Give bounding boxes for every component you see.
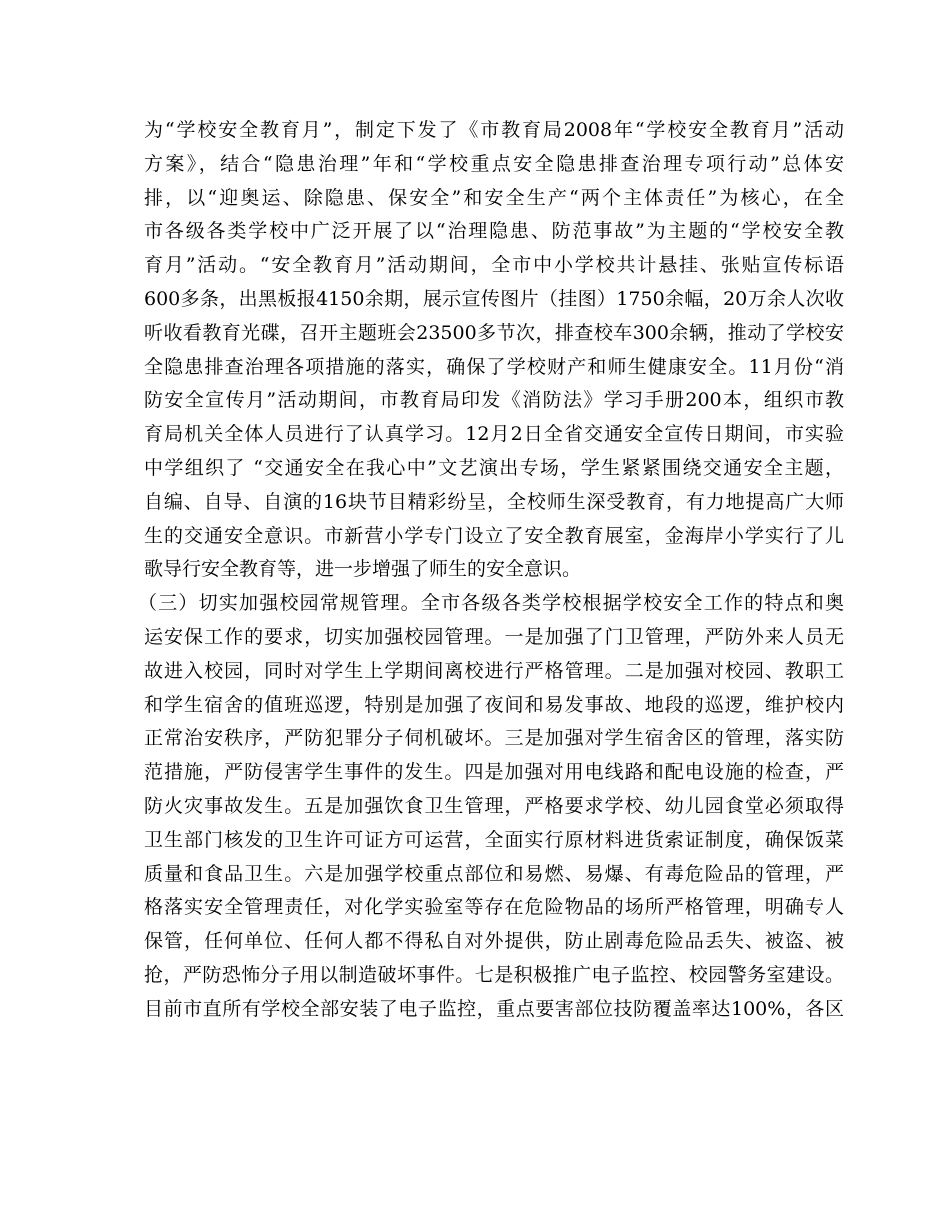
text-line-23: 质量和食品卫生。六是加强学校重点部位和易燃、易爆、有毒危险品的管理，严 [144, 862, 844, 885]
text-line-27: 目前市直所有学校全部安装了电子监控，重点要害部位技防覆盖率达100%，各区 [144, 997, 844, 1020]
text-line-21: 防火灾事故发生。五是加强饮食卫生管理，严格要求学校、幼儿园食堂必须取得 [144, 794, 844, 817]
text-line-4: 市各级各类学校中广泛开展了以“治理隐患、防范事故”为主题的“学校安全教 [144, 220, 844, 243]
text-line-5: 育月”活动。“安全教育月”活动期间，全市中小学校共计悬挂、张贴宣传标语 [144, 254, 844, 277]
document-body [138, 114, 844, 1027]
text-line-6: 600多条，出黑板报4150余期，展示宣传图片（挂图）1750余幅，20万余人次收 [144, 287, 844, 310]
text-line-16: 运安保工作的要求，切实加强校园管理。一是加强了门卫管理，严防外来人员无 [144, 625, 844, 648]
text-line-24: 格落实安全管理责任，对化学实验室等存在危险物品的场所严格管理，明确专人 [144, 896, 844, 919]
text-line-2: 方案》，结合“隐患治理”年和“学校重点安全隐患排查治理专项行动”总体安 [144, 152, 844, 175]
text-line-19: 正常治安秩序，严防犯罪分子伺机破坏。三是加强对学生宿舍区的管理，落实防 [144, 727, 844, 750]
text-line-1: 为“学校安全教育月”，制定下发了《市教育局2008年“学校安全教育月”活动 [144, 119, 844, 141]
text-line-11: 中学组织了 “交通安全在我心中”文艺演出专场，学生紧紧围绕交通安全主题， [144, 456, 844, 479]
text-line-22: 卫生部门核发的卫生许可证方可运营，全面实行原材料进货索证制度，确保饭菜 [144, 828, 844, 851]
text-line-18: 和学生宿舍的值班巡逻，特别是加强了夜间和易发事故、地段的巡逻，维护校内 [144, 693, 844, 716]
text-line-14: 歌导行安全教育等，进一步增强了师生的安全意识。 [144, 558, 582, 581]
text-line-9: 防安全宣传月”活动期间，市教育局印发《消防法》学习手册200本，组织市教 [144, 389, 844, 412]
text-line-20: 范措施，严防侵害学生事件的发生。四是加强对用电线路和配电设施的检查，严 [144, 761, 844, 784]
text-line-17: 故进入校园，同时对学生上学期间离校进行严格管理。二是加强对校园、教职工 [144, 659, 844, 682]
text-line-10: 育局机关全体人员进行了认真学习。12月2日全省交通安全宣传日期间，市实验 [144, 423, 844, 446]
text-line-7: 听收看教育光碟，召开主题班会23500多节次，排查校车300余辆，推动了学校安 [144, 321, 844, 344]
text-line-13: 生的交通安全意识。市新营小学专门设立了安全教育展室，金海岸小学实行了儿 [144, 524, 844, 547]
text-line-3: 排，以“迎奥运、除隐患、保安全”和安全生产“两个主体责任”为核心，在全 [144, 186, 844, 209]
text-line-25: 保管，任何单位、任何人都不得私自对外提供，防止剧毒危险品丢失、被盗、被 [144, 930, 844, 953]
text-line-26: 抢，严防恐怖分子用以制造破坏事件。七是积极推广电子监控、校园警务室建设。 [144, 963, 844, 986]
section-heading-line: （三）切实加强校园常规管理。全市各级各类学校根据学校安全工作的特点和奥 [138, 592, 844, 615]
text-line-12: 自编、自导、自演的16块节目精彩纷呈，全校师生深受教育，有力地提高广大师 [144, 490, 844, 513]
text-line-8: 全隐患排查治理各项措施的落实，确保了学校财产和师生健康安全。11月份“消 [144, 355, 844, 378]
